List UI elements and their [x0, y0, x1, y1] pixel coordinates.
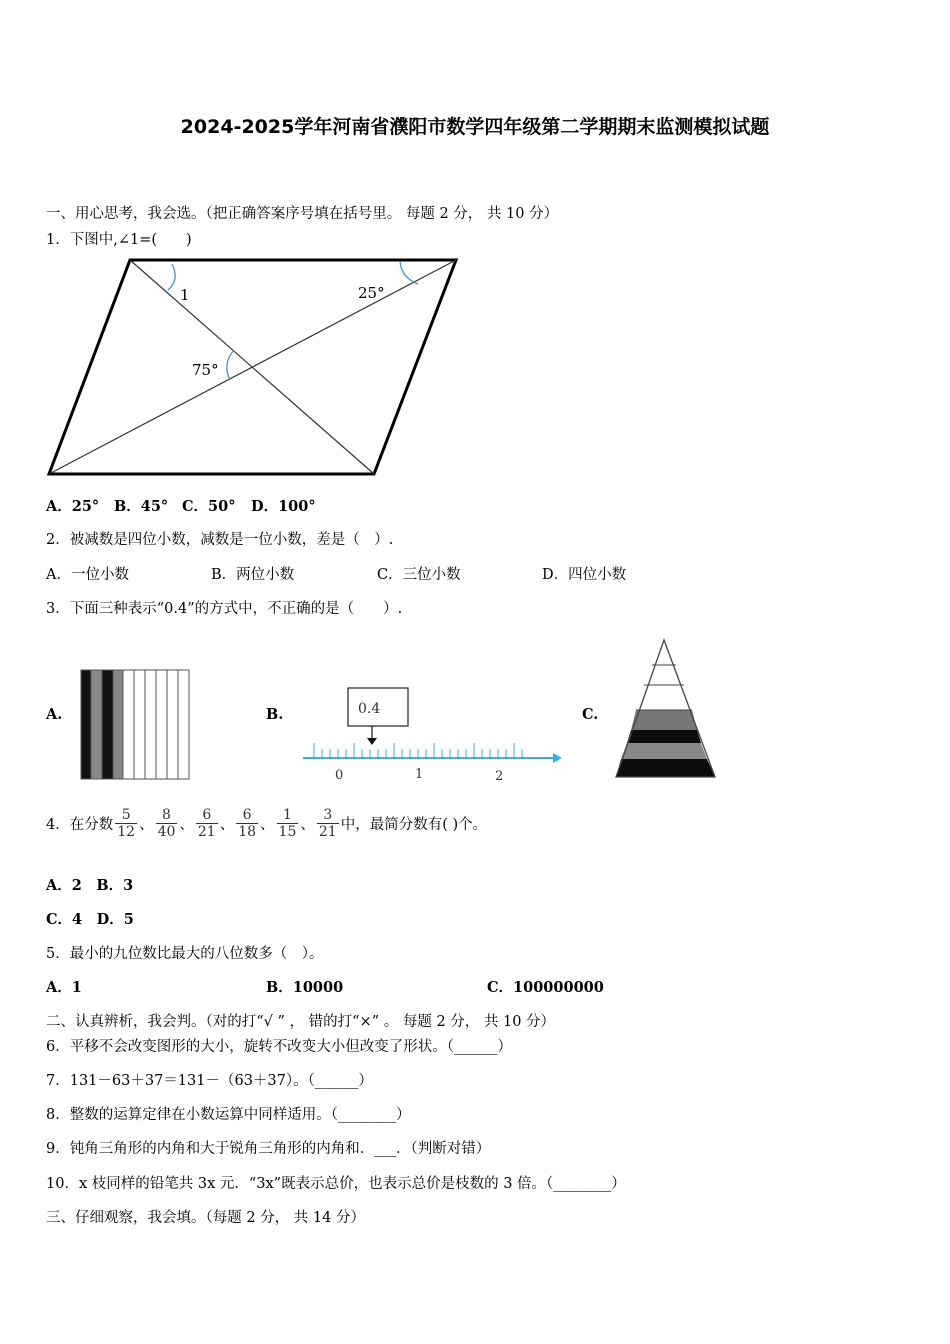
q5-text: 5．最小的九位数比最大的八位数多（ ）。	[46, 946, 324, 962]
axis-tick-0: 0	[335, 768, 344, 783]
q3-triangle-figure	[612, 637, 720, 781]
section-2-heading: 二、认真辨析，我会判。（对的打“√ ” ， 错的打“×” 。 每题 2 分， 共 10 分）	[46, 1014, 556, 1030]
q4-prefix: 4．在分数	[46, 817, 114, 834]
q1-option-b: B．45°	[114, 498, 169, 515]
q4-separator: 、	[300, 817, 315, 834]
fraction-3: $\frac{6}{21}$	[197, 807, 216, 841]
axis-tick-2: 2	[495, 769, 504, 784]
q5-option-a: A．1	[46, 979, 82, 996]
q1-parallelogram-figure	[40, 252, 470, 484]
q1-text: 1．下图中,∠1=( )	[46, 232, 192, 248]
q10-text: 10．x 枝同样的铅笔共 3x 元．“3x”既表示总价，也表示总价是枝数的 3 倍。（________）	[46, 1176, 626, 1192]
fraction-1: $\frac{5}{12}$	[117, 807, 136, 841]
q1-option-a: A．25°	[46, 498, 100, 515]
arrow-down-icon	[367, 738, 377, 745]
q3-label-a: A.	[46, 706, 63, 723]
q7-text: 7．131－63＋37＝131－（63＋37）。（______）	[46, 1073, 373, 1089]
q2-option-c: C．三位小数	[377, 567, 461, 583]
section-3-heading: 三、仔细观察，我会填。（每题 2 分， 共 14 分）	[46, 1210, 365, 1226]
fraction-6: $\frac{3}{21}$	[318, 807, 337, 841]
q3-number-line-figure	[300, 686, 565, 786]
q3-striped-square-figure	[80, 669, 192, 781]
q1-option-d: D．100°	[251, 498, 316, 515]
angle-label-75: 75°	[192, 361, 219, 379]
fraction-2: $\frac{8}{40}$	[157, 807, 176, 841]
q5-option-b: B．10000	[266, 979, 344, 996]
fraction-5: $\frac{1}{15}$	[278, 807, 297, 841]
q4-suffix: 中，最简分数有( )个。	[340, 817, 488, 834]
arrow-right-icon	[553, 753, 562, 763]
q3-text: 3．下面三种表示“0.4”的方式中，不正确的是（ ）.	[46, 601, 403, 617]
section-1-heading: 一、用心思考，我会选。（把正确答案序号填在括号里。 每题 2 分， 共 10 分）	[46, 206, 559, 222]
angle-label-25: 25°	[358, 284, 385, 302]
fraction-4: $\frac{6}{18}$	[238, 807, 257, 841]
diagonal-2	[49, 260, 456, 474]
q2-option-a: A．一位小数	[46, 567, 129, 583]
q5-option-c: C．100000000	[487, 979, 604, 996]
q4-separator: 、	[260, 817, 275, 834]
q2-text: 2．被减数是四位小数，减数是一位小数，差是（ ）.	[46, 532, 394, 548]
q4-separator: 、	[179, 817, 194, 834]
q4-separator: 、	[139, 817, 154, 834]
q3-label-c: C.	[582, 706, 599, 723]
q2-option-b: B．两位小数	[211, 567, 295, 583]
q4-line	[46, 807, 487, 840]
q4-options-row-1: A．2 B．3	[46, 877, 134, 894]
q3-label-b: B.	[266, 706, 284, 723]
q4-options-row-2: C．4 D．5	[46, 911, 134, 928]
page-title: 2024-2025学年河南省濮阳市数学四年级第二学期期末监测模拟试题	[180, 116, 770, 138]
q2-option-d: D．四位小数	[542, 567, 627, 583]
q1-option-c: C．50°	[182, 498, 236, 515]
q6-text: 6．平移不会改变图形的大小，旋转不改变大小但改变了形状。（______）	[46, 1039, 512, 1055]
axis-tick-1: 1	[415, 767, 424, 782]
angle-label-1: 1	[180, 286, 190, 304]
angle-75-arc	[227, 350, 234, 380]
angle-25-arc	[400, 262, 418, 284]
number-line-box-value: 0.4	[358, 701, 381, 717]
q8-text: 8．整数的运算定律在小数运算中同样适用。（________）	[46, 1107, 411, 1123]
angle-1-arc	[168, 264, 175, 290]
q4-separator: 、	[219, 817, 235, 834]
q9-text: 9．钝角三角形的内角和大于锐角三角形的内角和．___．（判断对错）	[46, 1141, 491, 1157]
